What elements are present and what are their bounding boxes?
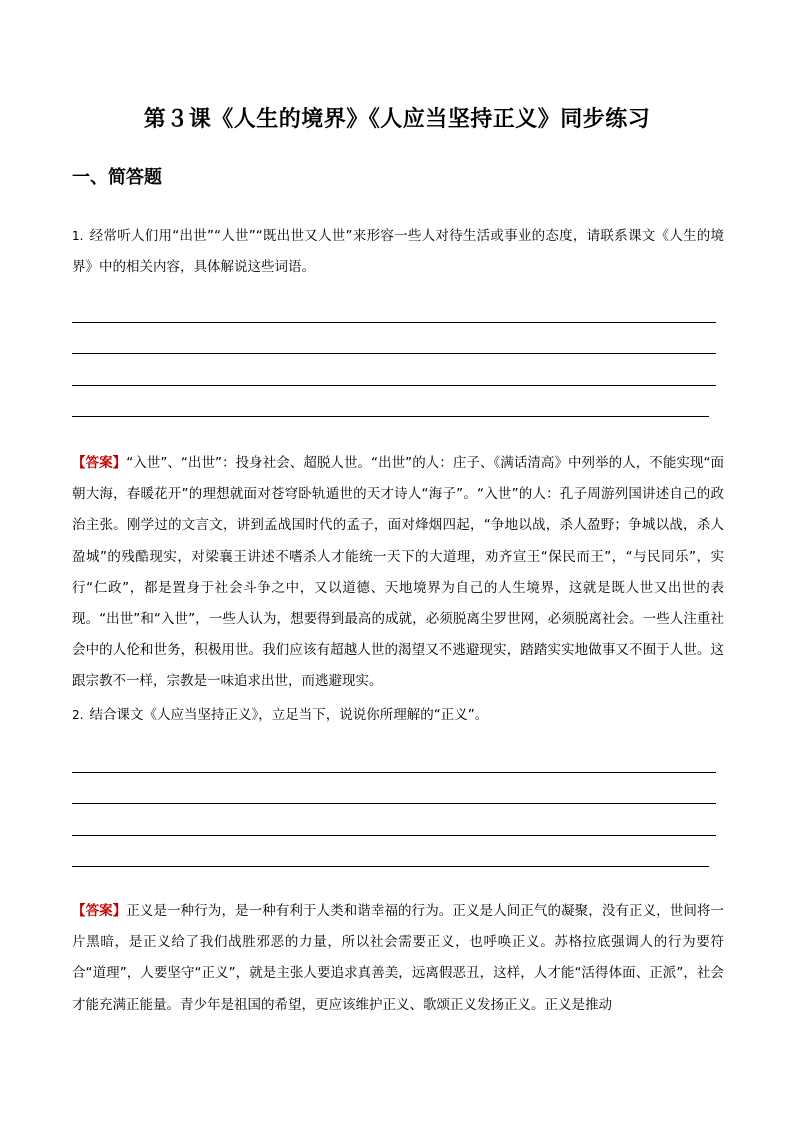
answer-lines-2 [72, 741, 716, 867]
writing-line [72, 804, 716, 836]
writing-line [72, 354, 716, 386]
question-1 [72, 221, 724, 283]
question-number: 2. [72, 708, 84, 722]
answer-label: 【答案】 [72, 903, 127, 919]
question-text: 经常听人们用“出世”“人世”“既出世又人世”来形容一些人对待生活或事业的态度，请联系课文《人生的境界》中的相关内容，具体解说这些词语。 [72, 228, 724, 275]
answer-label: 【答案】 [72, 455, 127, 471]
writing-line [72, 741, 716, 773]
writing-line [72, 323, 716, 355]
answer-lines-1 [72, 291, 716, 417]
writing-line [72, 291, 716, 323]
answer-text: 正义是一种行为，是一种有利于人类和谐幸福的行为。正义是人间正气的凝聚，没有正义，世间将一片黑暗，是正义给了我们战胜邪恶的力量，所以社会需要正义，也呼唤正义。苏格拉底强调人的行为要符合“道理”，人要坚守“正义”，就是主张人要追求真善美，远离假恶丑，这样，人才能“活得体面、正派”，社会才能充满正能量。青少年是祖国的希望，更应该维护正义、歌颂正义发扬正义。正义是推动 [72, 903, 725, 1013]
question-text: 结合课文《人应当坚持正义》，立足当下，说说你所理解的“正义”。 [89, 707, 489, 723]
section-heading: 一、简答题 [72, 167, 162, 188]
answer-text: “入世”、“出世”：投身社会、超脱人世。“出世”的人：庄子、《满话清高》中列举的人，不能实现“面朝大海，春暖花开”的理想就面对苍穹卧轨遁世的天才诗人“海子”。“入世”的人：孔子周游列国讲述自己的政治主张。刚学过的文言文，讲到孟战国时代的孟子，面对烽烟四起，“争地以战，杀人盈野；争城以战，杀人盈城”的残酷现实，对梁襄王讲述不嗜杀人才能统一天下的大道理，劝齐宣王“保民而王”，“与民同乐”，实行“仁政”，都是置身于社会斗争之中，又以道德、天地境界为自己的人生境界，这就是既人世又出世的表现。“出世”和“入世”，一些人认为，想要得到最高的成就，必须脱离尘罗世网，必须脱离社会。一些人注重社会中的人伦和世务，积极用世。我们应该有超越人世的渴望又不逃避现实，踏踏实实地做事又不囿于人世。这跟宗教不一样，宗教是一味追求出世，而逃避现实。 [72, 455, 724, 690]
question-2 [72, 700, 724, 731]
writing-line [72, 386, 709, 418]
answer-2 [72, 896, 724, 1021]
question-number: 1. [72, 229, 84, 243]
document-title: 第３课《人生的境界》《人应当坚持正义》同步练习 [143, 106, 651, 132]
writing-line [72, 836, 709, 868]
writing-line [72, 773, 716, 805]
answer-1 [72, 448, 724, 698]
